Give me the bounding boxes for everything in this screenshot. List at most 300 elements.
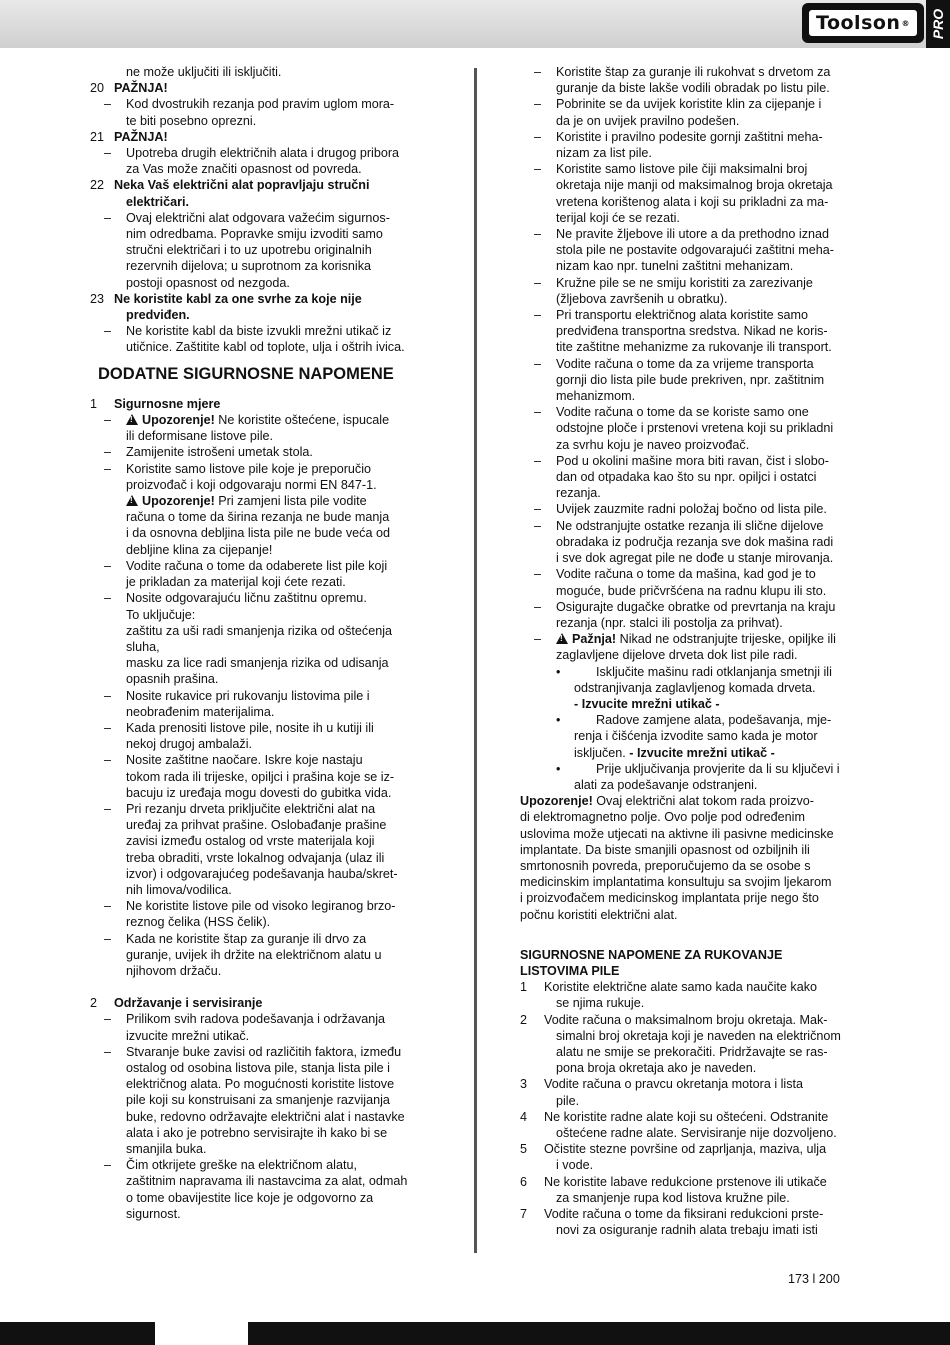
text-line [90,914,440,930]
line-text: dan od otpadaka kao što su npr. opiljci i ostatci [556,470,817,485]
text-line [90,607,440,623]
dash-marker: – [534,502,542,517]
left-column [90,64,440,1222]
text-line [520,258,862,274]
line-text: Pod u okolini mašine mora biti ravan, čist i slobo- [556,453,829,468]
text-line [90,339,440,355]
text-line [520,96,862,112]
item-number: 1 [90,396,98,411]
line-text: uređaj za prihvat prašine. Oslobađanje prašine [126,818,387,833]
text-line [90,194,440,210]
line-text: sigurnost. [126,1206,181,1221]
line-text: tite zaštitne mehanizme za rukovanje ili transport. [556,340,832,355]
line-text: pile koji su konstruisani za smanjenje razvijanja [126,1093,390,1108]
item-number: 5 [520,1142,528,1157]
line-text: zaštitnim napravama ili nastavcima za alat, odmah [126,1174,408,1189]
text-line [90,396,440,412]
text-line [90,882,440,898]
line-text: stola pile ne postavite odgovarajući zaštitni meha- [556,243,834,258]
text-line [520,874,862,890]
text-line [520,664,862,680]
line-text: zaglavljene dijelove drveta dok list pile radi. [556,648,798,663]
line-text: njihovom držaču. [126,963,222,978]
line-text: gornji dio lista pile bude prekriven, npr. zaštitnim [556,372,825,387]
line-text: Vodite računa o tome da se koriste samo one [556,405,809,420]
dash-marker: – [104,931,112,946]
line-text: Neka Vaš električni alat popravljaju stručni [114,178,370,193]
dash-marker: – [534,599,542,614]
text-line [520,696,862,712]
line-text: renja i čišćenja izvodite samo kada je motor [574,729,818,744]
text-line [90,177,440,193]
line-text: Isključite mašinu radi otklanjanja smetnji ili [596,664,832,679]
text-line [90,1141,440,1157]
line-text: Pri transportu električnog alata koristite samo [556,308,808,323]
right-column [520,64,862,1238]
line-text: moguće, bude pričvršćena na radnu klupu ili sto. [556,583,827,598]
footer-bar [0,1322,950,1345]
text-line [90,210,440,226]
dash-marker: – [104,1158,112,1173]
line-text: Uvijek zauzmite radni položaj bočno od lista pile. [556,502,827,517]
line-text: PAŽNJA! [114,81,168,96]
spacer [90,979,440,995]
line-text: nim odredbama. Popravke smiju izvoditi samo [126,227,383,242]
line-text: rezanja (npr. stalci ili postolja za prihvat). [556,615,783,630]
line-text: za Vas može značiti opasnost od povreda. [126,162,362,177]
line-text: Kod dvostrukih rezanja pod pravim uglom mora- [126,97,395,112]
item-number: 7 [520,1207,528,1222]
logo-text: Toolson ® [807,8,919,38]
line-text: nih limova/vodilica. [126,882,232,897]
dash-marker: – [534,97,542,112]
line-text: Pri zamjeni lista pile vodite [214,494,367,509]
page-number: 173 l 200 [788,1272,840,1286]
line-text: rezanja. [556,486,601,501]
text-line [90,1044,440,1060]
dash-marker: – [104,210,112,225]
line-text: bacuju iz uređaja mogu dovesti do gubitka vida. [126,785,392,800]
line-text: Ne koristite listove pile od visoko legiranog brzo- [126,899,396,914]
line-text: rezervnih dijelova; u suprotnom za korisnika [126,259,371,274]
text-line [520,680,862,696]
line-text: za svrhu koju je naveo proizvođač. [556,437,750,452]
line-text: vretena korištenog alata i koji su prikladni za ma- [556,194,829,209]
line-text: smanjila buka. [126,1142,207,1156]
dash-marker: – [534,162,542,177]
text-line [90,704,440,720]
text-line [90,80,440,96]
dash-marker: – [104,97,112,112]
text-line [520,113,862,129]
text-line [520,826,862,842]
text-line [520,177,862,193]
dash-marker: – [534,356,542,371]
line-text: Ne koristite oštećene, ispucale [214,413,390,428]
text-line [90,866,440,882]
text-line [520,145,862,161]
line-text: Ne koristite kabl da biste izvukli mrežni utikač iz [126,324,392,339]
text-line [520,453,862,469]
text-line [520,420,862,436]
line-text: alata i ako je potrebno servisirajte ih kako bi se [126,1125,388,1140]
line-text: Nosite rukavice pri rukovanju listovima pile i [126,688,370,703]
text-line [90,493,440,509]
text-line [520,793,862,809]
line-text: novi za osiguranje radnih alata trebaju imati isti [556,1223,818,1238]
line-text: uslovima može utjecati na aktivne ili pasivne medicinske [520,826,834,841]
line-text: neobrađenim materijalima. [126,704,275,719]
text-line [520,307,862,323]
dash-marker: – [104,1044,112,1059]
line-text: reznog čelika (HSS čelik). [126,915,271,930]
text-line [520,615,862,631]
text-line [520,566,862,582]
text-line [520,1125,862,1141]
text-line [90,1125,440,1141]
dash-marker: – [104,558,112,573]
line-text: je prikladan za materijal koji ćete rezati. [126,575,346,590]
text-line [520,728,862,744]
text-line [520,1174,862,1190]
warning-icon [556,633,568,644]
text-line [520,339,862,355]
dash-marker: – [104,445,112,460]
line-text: Kada ne koristite štap za guranje ili drvo za [126,931,367,946]
dash-marker: – [104,591,112,606]
line-text: ne može uključiti ili isključiti. [126,65,282,79]
line-text: Ne odstranjujte ostatke rezanja ili slične dijelove [556,518,824,533]
dash-marker: – [104,801,112,816]
line-text: Vodite računa o tome da fiksirani redukcioni prste- [544,1207,824,1222]
text-line [90,64,440,80]
line-text: zaštitu za uši radi smanjenja rizika od oštećenja [126,623,392,638]
line-text: Radove zamjene alata, podešavanja, mje- [596,713,832,728]
line-text: guranje, uvijek ih držite na električnom alatu u [126,947,382,962]
text-line [90,161,440,177]
text-line [520,599,862,615]
dash-marker: – [534,275,542,290]
text-line [90,444,440,460]
line-text: guranje da biste lakše vodili obradak po listu pile. [556,81,830,96]
line-text: Prije uključivanja provjerite da li su ključevi i [596,761,840,776]
dash-marker: – [104,461,112,476]
item-number: 21 [90,129,105,144]
dash-marker: – [104,688,112,703]
item-number: 2 [520,1012,528,1027]
text-line [90,801,440,817]
text-line [90,145,440,161]
text-line [520,485,862,501]
line-text: obradaka iz područja rezanja sve dok mašina radi [556,534,834,549]
text-line [520,890,862,906]
text-line [90,1206,440,1222]
dash-marker: – [104,753,112,768]
text-line [90,995,440,1011]
line-text: odstojne ploče i prstenovi vretena koji su prikladni [556,421,834,436]
line-text: Koristite samo listove pile koje je preporučio [126,461,371,476]
line-text: električnog alata. Po mogućnosti koristite listove [126,1077,395,1092]
line-text: masku za lice radi smanjenja rizika od udisanja [126,656,389,671]
text-line [520,437,862,453]
warning-label: Upozorenje! [520,794,593,809]
bullet-marker: • [556,761,561,776]
line-text: Nikad ne odstranjujte trijeske, opiljke ili [616,632,836,647]
text-line [520,995,862,1011]
line-text: nizam kao npr. tunelni zaštitni mehanizam. [556,259,794,274]
line-text: (žljebova završenih u obratku). [556,291,728,306]
item-number: 1 [520,980,528,995]
text-line [520,534,862,550]
text-line [90,850,440,866]
text-line [90,963,440,979]
line-text: nizam za list pile. [556,146,652,161]
dash-marker: – [534,632,542,647]
line-text: Nosite odgovarajuću ličnu zaštitnu opremu. [126,591,367,606]
line-text: Vodite računa o maksimalnom broju okretaja. Mak- [544,1012,828,1027]
text-line [90,1060,440,1076]
dash-marker: – [534,129,542,144]
text-line [520,242,862,258]
line-text: proizvođač i koji odgovaraju normi EN 847-1. [126,477,377,492]
bullet-marker: • [556,664,561,679]
line-text: sluha, [126,639,160,654]
line-text: opasnih prašina. [126,672,219,687]
dash-marker: – [104,146,112,161]
line-text: Sigurnosne mjere [114,396,221,411]
item-number: 3 [520,1077,528,1092]
text-line [90,931,440,947]
dash-marker: – [104,1012,112,1027]
text-line [520,1012,862,1028]
line-text: medicinskim implantatima konsultuju sa svojim ljekarom [520,875,832,890]
text-line [520,291,862,307]
text-line [90,1173,440,1189]
dash-marker: – [534,405,542,420]
text-line [520,275,862,291]
warning-label: Pažnja! [572,632,617,647]
text-line [90,558,440,574]
line-text: postoji opasnost od nezgoda. [126,275,290,290]
line-text: za smanjenje rupa kod listova kružne pile. [556,1190,790,1205]
line-text: Pobrinite se da uvijek koristite klin za cijepanje i [556,97,822,112]
spacer [520,939,862,947]
text-line [520,1206,862,1222]
text-line [90,817,440,833]
line-text: alati za podešavanje odstranjeni. [574,777,758,792]
item-number: 6 [520,1174,528,1189]
text-line [520,404,862,420]
line-text: Kada prenositi listove pile, nosite ih u kutiji ili [126,720,374,735]
line-text: izvucite mrežni utikač. [126,1028,250,1043]
text-line [90,461,440,477]
text-line [90,1109,440,1125]
text-line [90,307,440,323]
text-line [90,275,440,291]
line-text: zavisi između ostalog od vrste materijala koji [126,834,375,849]
line-text: di elektromagnetno polje. Ovo polje pod određenim [520,810,805,825]
text-line [520,356,862,372]
line-text: Zamijenite istrošeni umetak stola. [126,445,313,460]
item-number: 20 [90,81,105,96]
line-text: buke, redovno održavajte električni alat i nastavke [126,1109,405,1124]
text-line [90,525,440,541]
text-line [90,1092,440,1108]
line-text: PAŽNJA! [114,129,168,144]
text-line [90,590,440,606]
line-text: okretaja nije manji od maksimalnog broja okretaja [556,178,833,193]
line-text: se njima rukuje. [556,996,645,1011]
line-text: Održavanje i servisiranje [114,996,263,1011]
line-text: ili deformisane listove pile. [126,429,273,444]
text-line [90,1157,440,1173]
line-text: izvor) i odgovarajućeg podešavanja hauba/skret- [126,866,398,881]
item-number: 23 [90,291,105,306]
line-text: o tome obavijestite lice koje je odgovorno za [126,1190,374,1205]
line-text: nekoj drugoj ambalaži. [126,737,253,752]
text-line [90,898,440,914]
text-line [520,858,862,874]
text-line [90,752,440,768]
dash-marker: – [104,413,112,428]
text-line [90,412,440,428]
line-text: Koristite samo listove pile čiji maksimalni broj [556,162,808,177]
line-text: i vode. [556,1158,594,1173]
line-text: Ne koristite labave redukcione prstenove ili utikače [544,1174,827,1189]
line-text: električari. [126,194,190,209]
text-line [520,194,862,210]
line-text: terijal koji će se rezati. [556,210,680,225]
line-text: Ne pravite žljebove ili utore a da prethodno iznad [556,227,830,242]
text-line [90,1076,440,1092]
item-number: 4 [520,1109,528,1124]
text-line [520,1109,862,1125]
line-text: predviđen. [126,308,190,323]
emphasis-text: - Izvucite mrežni utikač - [629,745,775,760]
line-text: debljine klina za cijepanje! [126,542,273,557]
text-line [90,113,440,129]
text-line [520,1190,862,1206]
line-text: LISTOVIMA PILE [520,963,620,978]
text-line [520,518,862,534]
line-text: Kružne pile se ne smiju koristiti za zarezivanje [556,275,813,290]
text-line [90,688,440,704]
text-line [520,947,862,963]
text-line [520,1222,862,1238]
text-line [520,745,862,761]
dash-marker: – [104,324,112,339]
text-line [90,542,440,558]
line-text: oštećene radne alate. Servisiranje nije dozvoljeno. [556,1126,837,1140]
section-heading: DODATNE SIGURNOSNE NAPOMENE [98,364,394,383]
dash-marker: – [534,567,542,582]
line-text: Vodite računa o pravcu okretanja motora i lista [544,1077,804,1092]
dash-marker: – [104,899,112,914]
line-text: Ovaj električni alat tokom rada proizvo- [592,794,814,809]
pro-badge: PRO [926,0,950,48]
warning-icon [126,414,138,425]
line-text: To uključuje: [126,607,196,622]
line-text: da je on uvijek pravilno podešen. [556,113,740,128]
text-line [520,647,862,663]
line-text: Vodite računa o tome da mašina, kad god je to [556,567,816,582]
text-line [520,631,862,647]
text-line [520,1093,862,1109]
text-line [90,623,440,639]
text-line [520,809,862,825]
text-line [520,1076,862,1092]
line-text: Upotreba drugih električnih alata i drugog pribora [126,146,400,161]
text-line [90,769,440,785]
text-line [520,161,862,177]
line-text: smrtonosnih povreda, preporučujemo da se osobe s [520,858,811,873]
line-text: Koristite električne alate samo kada naučite kako [544,980,818,995]
text-line [520,64,862,80]
text-line [90,833,440,849]
line-text: tokom rada ili trijeske, opiljci i prašina koje se iz- [126,769,395,784]
line-text: Ovaj električni alat odgovara važećim sigurnos- [126,210,390,225]
text-line [520,501,862,517]
text-line [520,979,862,995]
bullet-marker: • [556,713,561,728]
warning-label: Upozorenje! [142,413,215,428]
text-line [520,907,862,923]
toolson-logo [802,3,924,43]
dash-marker: – [534,308,542,323]
footer-bar-gap [155,1322,248,1345]
text-line [520,1044,862,1060]
dash-marker: – [534,453,542,468]
text-line [520,583,862,599]
text-line [90,226,440,242]
text-line [90,655,440,671]
text-line [520,1141,862,1157]
line-text: te biti posebno oprezni. [126,113,257,128]
text-line [90,291,440,307]
line-text: Nosite zaštitne naočare. Iskre koje nastaju [126,753,363,768]
column-divider [474,68,477,1253]
line-text: Stvaranje buke zavisi od različitih faktora, između [126,1044,402,1059]
line-text: simalni broj okretaja koji je naveden na električnom [556,1028,841,1043]
warning-label: Upozorenje! [142,494,215,509]
text-line [90,785,440,801]
line-text: i proizvođačem medicinskog implantata prije nego što [520,891,819,906]
line-text: mehanizmom. [556,389,636,404]
text-line [90,736,440,752]
text-line [520,388,862,404]
text-line [90,1028,440,1044]
text-line [520,469,862,485]
text-line [90,671,440,687]
text-line [520,210,862,226]
text-line [90,574,440,590]
text-line [90,477,440,493]
line-text: pona broja okretaja ako je naveden. [556,1061,757,1076]
text-line [90,639,440,655]
line-text: isključen. [574,745,630,760]
text-line [520,1060,862,1076]
line-text: i da osnovna debljina lista pile ne bude veća od [126,526,390,541]
text-line [90,258,440,274]
text-line [520,712,862,728]
line-text: Očistite stezne površine od zaprljanja, maziva, ulja [544,1142,827,1157]
text-line [520,372,862,388]
item-number: 2 [90,996,98,1011]
text-line [90,323,440,339]
text-line [520,129,862,145]
dash-marker: – [534,518,542,533]
text-line [90,1190,440,1206]
